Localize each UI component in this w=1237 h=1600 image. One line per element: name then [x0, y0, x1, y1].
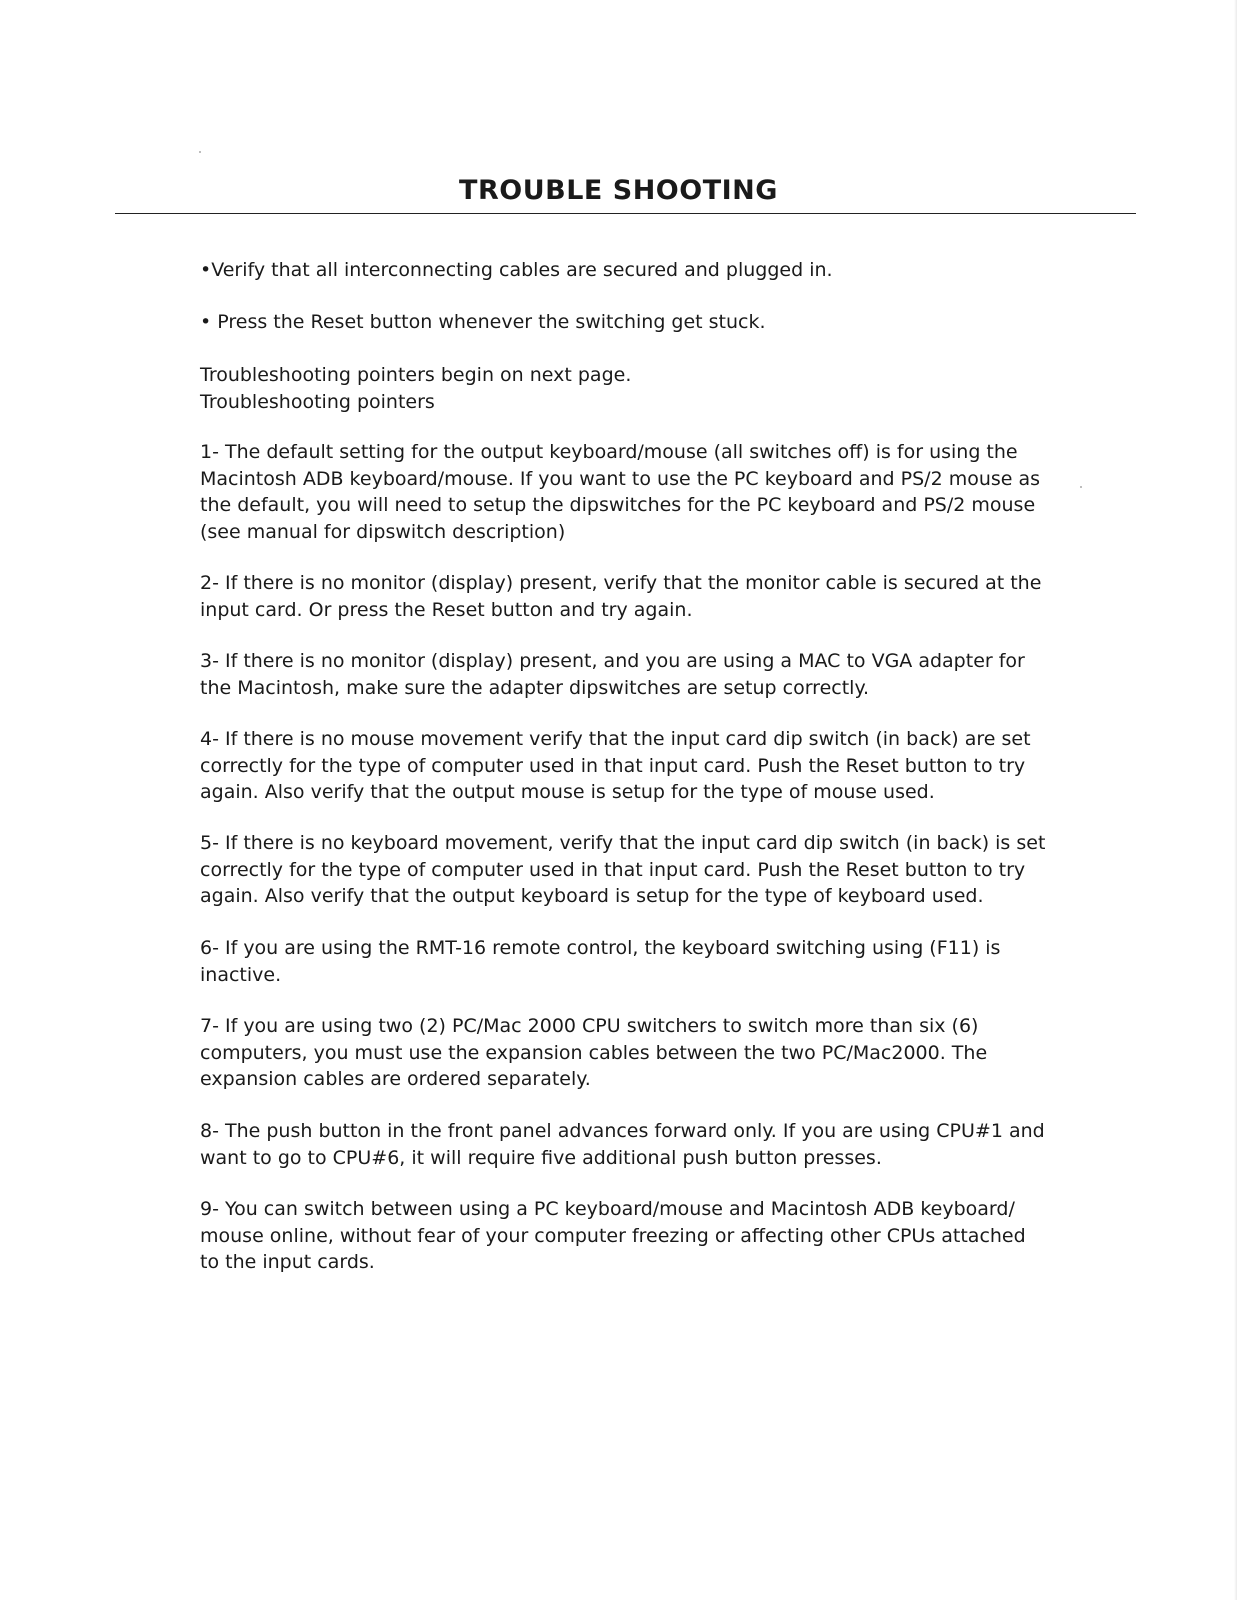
- item-line: 6- If you are using the RMT-16 remote control, the keyboard switching using (F11) is: [200, 937, 1001, 959]
- item-line: 7- If you are using two (2) PC/Mac 2000 CPU switchers to switch more than six (6): [200, 1015, 979, 1037]
- intro-line: Troubleshooting pointers: [200, 390, 435, 413]
- item-line: inactive.: [200, 963, 282, 986]
- item-line: again. Also verify that the output keyboard is setup for the type of keyboard used.: [200, 885, 984, 907]
- item-line: 8- The push button in the front panel advances forward only. If you are using CPU#1 and: [200, 1120, 1045, 1142]
- troubleshooting-item-1: [200, 439, 1041, 545]
- item-line: Macintosh ADB keyboard/mouse. If you want to use the PC keyboard and PS/2 mouse as: [200, 467, 1041, 490]
- item-line: 5- If there is no keyboard movement, verify that the input card dip switch (in back) is set: [200, 832, 1046, 854]
- item-line: 9- You can switch between using a PC keyboard/mouse and Macintosh ADB keyboard/: [200, 1198, 1015, 1220]
- title-underline: [115, 213, 1136, 214]
- intro-line: Troubleshooting pointers begin on next page.: [200, 364, 632, 386]
- item-line: 4- If there is no mouse movement verify that the input card dip switch (in back) are set: [200, 728, 1031, 750]
- item-line: 3- If there is no monitor (display) present, and you are using a MAC to VGA adapter for: [200, 650, 1025, 672]
- troubleshooting-item-9: [200, 1196, 1030, 1276]
- item-line: correctly for the type of computer used in that input card. Push the Reset button to try: [200, 754, 1026, 777]
- item-line: correctly for the type of computer used in that input card. Push the Reset button to try: [200, 858, 1026, 881]
- intro-block: [200, 362, 1030, 415]
- item-line: mouse online, without fear of your computer freezing or affecting other CPUs attached: [200, 1224, 1026, 1247]
- bullet-text: •Verify that all interconnecting cables are secured and plugged in.: [200, 259, 833, 281]
- troubleshooting-item-3: [200, 648, 1030, 701]
- scan-speck: [1080, 486, 1082, 488]
- item-line: input card. Or press the Reset button and try again.: [200, 598, 693, 621]
- troubleshooting-item-7: [200, 1013, 1030, 1093]
- item-line: the default, you will need to setup the dipswitches for the PC keyboard and PS/2 mouse: [200, 494, 1036, 516]
- item-line: expansion cables are ordered separately.: [200, 1068, 591, 1090]
- item-line: (see manual for dipswitch description): [200, 520, 566, 543]
- item-line: the Macintosh, make sure the adapter dipswitches are setup correctly.: [200, 676, 870, 699]
- troubleshooting-item-8: [200, 1118, 1045, 1171]
- item-line: computers, you must use the expansion cables between the two PC/Mac2000. The: [200, 1041, 988, 1064]
- troubleshooting-item-6: [200, 935, 1030, 988]
- bullet-text: • Press the Reset button whenever the switching get stuck.: [200, 311, 766, 333]
- bullet-item: [200, 309, 1030, 336]
- troubleshooting-item-4: [200, 726, 1030, 806]
- troubleshooting-item-2: [200, 570, 1042, 623]
- scan-speck: [199, 151, 201, 153]
- page-title: TROUBLE SHOOTING: [459, 175, 778, 206]
- item-line: 2- If there is no monitor (display) present, verify that the monitor cable is secured at the: [200, 572, 1042, 594]
- item-line: to the input cards.: [200, 1251, 375, 1273]
- troubleshooting-item-5: [200, 830, 1046, 910]
- item-line: 1- The default setting for the output keyboard/mouse (all switches off) is for using the: [200, 441, 1018, 463]
- item-line: again. Also verify that the output mouse is setup for the type of mouse used.: [200, 781, 935, 803]
- bullet-item: [200, 257, 1030, 284]
- item-line: want to go to CPU#6, it will require five additional push button presses.: [200, 1146, 882, 1169]
